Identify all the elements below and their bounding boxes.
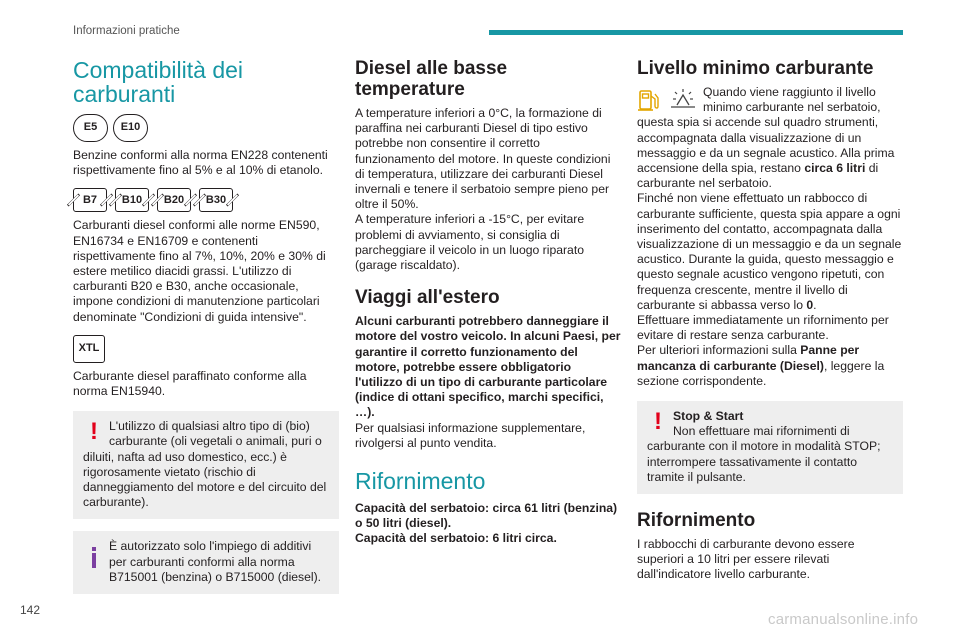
xtl-badge: XTL [73, 335, 105, 363]
fuel-compatibility-title: Compatibilità dei carburanti [73, 57, 244, 107]
min-fuel-paragraph-3: Effettuare immediatamente un rifornimento per evitare di restare senza carburante. [637, 313, 889, 343]
diesel-low-temp-title: Diesel alle basse temperature [355, 58, 508, 100]
petrol-text: Benzine conformi alla norma EN228 contenenti rispettivamente fino al 5% e al 10% di etanolo. [73, 148, 328, 178]
stop-start-title: Stop & Start [673, 409, 744, 424]
watermark: carmanualsonline.info [768, 611, 919, 628]
travel-abroad-bold: Alcuni carburanti potrebbero danneggiare il motore del vostro veicolo. In alcuni Paesi, per garantire il corretto funzionamento del motore, potrebbe essere obbligatorio l'utilizzo di un tipo di carburante particolare (indice di ottani specifico, marchi specifici, …). [355, 314, 621, 420]
xtl-badges [73, 335, 339, 363]
b30-badge: B30 [199, 188, 233, 212]
section-header: Informazioni pratiche [73, 25, 180, 37]
tank-capacity-1: Capacità del serbatoio: circa 61 litri (benzina) o 50 litri (diesel). [355, 501, 618, 531]
b7-badge: B7 [73, 188, 107, 212]
stop-start-text: Non effettuare mai rifornimenti di carburante con il motore in modalità STOP; interrompere tassativamente il contatto tramite il pulsante. [647, 424, 881, 484]
e10-badge: E10 [113, 114, 148, 142]
refuel-title-col3: Rifornimento [637, 510, 756, 532]
tank-capacity-2: Capacità del serbatoio: 6 litri circa. [355, 531, 557, 546]
page-number: 142 [20, 603, 41, 617]
diesel-paragraph-2: A temperature inferiori a -15°C, per evitare problemi di avviamento, si consiglia di parcheggiare il veicolo in un luogo riparato (garage riscaldato). [355, 212, 585, 273]
info-box [73, 531, 339, 594]
warning-box [73, 411, 339, 519]
diesel-text: Carburanti diesel conformi alle norme EN590, EN16734 e EN16709 e contenenti rispettivamente fino al 7%, 10%, 20% e 30% di estere metilico diacidi grassi. L'utilizzo di carburanti B20 e B30, anche occasionale, impone condizioni di manutenzione particolari denominate "Condizioni di guida intensive". [73, 218, 326, 324]
info-icon [83, 539, 105, 572]
fuel-pump-icon [637, 87, 661, 113]
warning-text: L'utilizzo di qualsiasi altro tipo di (bio) carburante (oli vegetali o animali, puri o diluiti, nafta ad uso domestico, ecc.) è rigorosamente vietato (rischio di danneggiamento del motore e del circuito del carburante). [83, 419, 327, 510]
warning-exclamation-icon: ! [654, 408, 662, 436]
column-min-fuel [637, 55, 903, 583]
travel-abroad-title: Viaggi all'estero [355, 287, 500, 309]
warning-exclamation-icon: ! [90, 418, 98, 446]
b10-badge: B10 [115, 188, 149, 212]
header-accent-bar [489, 30, 903, 35]
xtl-text: Carburante diesel paraffinato conforme alla norma EN15940. [73, 368, 307, 399]
petrol-badges [73, 114, 339, 142]
fuel-warning-light-icon [669, 87, 697, 113]
travel-abroad-text: Per qualsiasi informazione supplementare, rivolgersi al punto vendita. [355, 420, 586, 450]
min-fuel-icons [637, 87, 697, 113]
diesel-badges [73, 188, 339, 212]
refuel-title-col2: Rifornimento [355, 468, 486, 495]
b20-badge: B20 [157, 188, 191, 212]
min-fuel-paragraph-2: Finché non viene effettuato un rabbocco di carburante sufficiente, questa spia appare a ogni inserimento del contatto, accompagnata dalla visualizzazione di un messaggio e da un segnale acustico. Durante la guida, questo messaggio e questo segnale acustico vengono ripetuti, con frequenza crescente, mentre il livello di carburante si abbassa verso lo 0. [637, 191, 902, 312]
info-text: È autorizzato solo l'impiego di additivi per carburanti conformi alla norma B715001 (benzina) o B715000 (diesel). [109, 539, 322, 584]
e5-badge: E5 [73, 114, 108, 142]
column-fuel-compatibility [73, 55, 339, 594]
column-diesel-travel [355, 55, 621, 547]
refuel-text: I rabbocchi di carburante devono essere superiori a 10 litri per essere rilevati dall'indicatore livello carburante. [637, 537, 855, 582]
min-fuel-paragraph-1: Quando viene raggiunto il livello minimo carburante nel serbatoio, questa spia si accende sul quadro strumenti, accompagnata dalla visualizzazione di un messaggio e da un segnale acustico. Alla prima accensione della spia, restano circa 6 litri di carburante nel serbatoio. [637, 85, 895, 191]
diesel-paragraph-1: A temperature inferiori a 0°C, la formazione di paraffina nei carburanti Diesel di tipo estivo potrebbe non consentire il corretto funzionamento del motore. In queste condizioni di temperatura, utilizzare dei carburanti Diesel invernali e tenere il serbatoio sempre pieno per oltre il 50%. [355, 106, 611, 212]
min-fuel-paragraph-4: Per ulteriori informazioni sulla Panne per mancanza di carburante (Diesel), leggere la sezione corrispondente. [637, 343, 885, 388]
min-fuel-title: Livello minimo carburante [637, 58, 874, 79]
stop-start-warning-box [637, 401, 903, 494]
